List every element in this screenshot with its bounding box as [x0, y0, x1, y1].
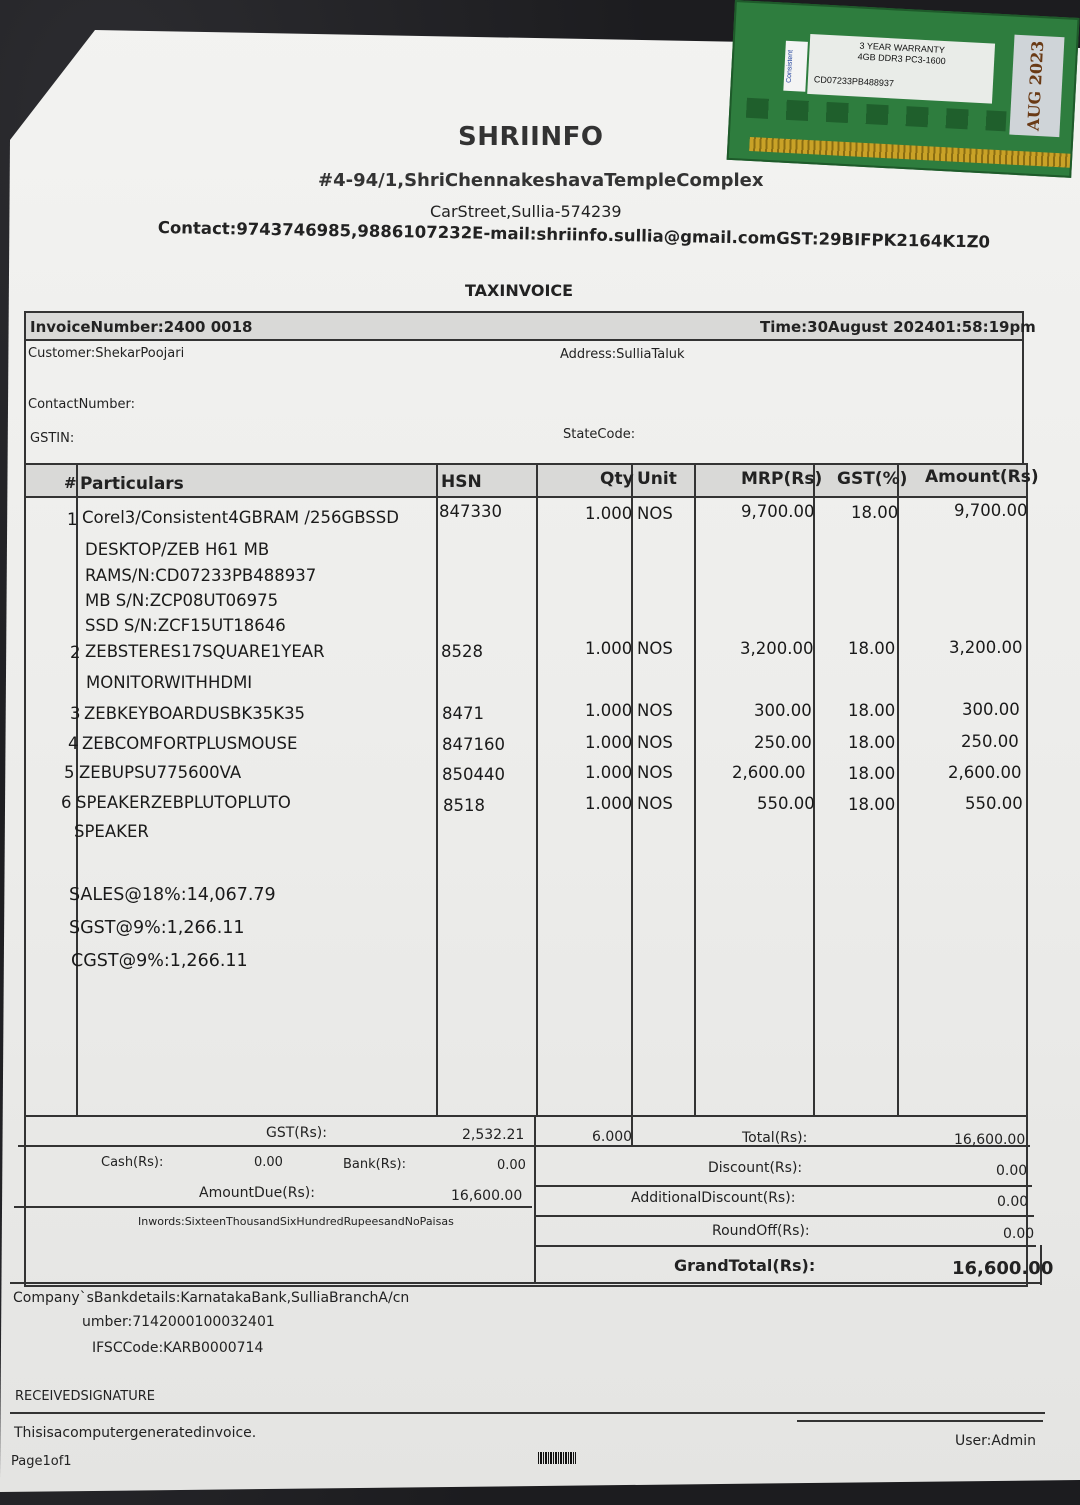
row-5-qty: 1.000	[585, 763, 633, 782]
row-1-particulars: RAMS/N:CD07233PB488937	[85, 566, 317, 585]
ram-brand: Consistent	[783, 41, 808, 92]
row-5-no: 5	[64, 763, 75, 782]
row-6-gst: 18.00	[848, 795, 896, 814]
row-1-particulars: MB S/N:ZCP08UT06975	[85, 591, 279, 610]
col-divider	[76, 465, 78, 1115]
discount-label: Discount(Rs):	[708, 1160, 803, 1176]
col-header-amount: Amount(Rs)	[925, 467, 1039, 487]
amount-in-words: Inwords:SixteenThousandSixHundredRupeesandNoPaisas	[138, 1215, 454, 1228]
row-4-qty: 1.000	[585, 733, 633, 752]
cash-label: Cash(Rs):	[101, 1155, 164, 1170]
totals-divider	[536, 1215, 1034, 1217]
row-3-amount: 300.00	[962, 700, 1020, 719]
row-6-qty: 1.000	[585, 794, 633, 813]
user-name: User:Admin	[955, 1433, 1036, 1449]
row-4-no: 4	[68, 734, 79, 753]
row-5-particulars: ZEBUPSU775600VA	[79, 763, 242, 782]
col-header-mrp: MRP(Rs)	[741, 469, 823, 489]
totals-divider	[18, 1145, 1030, 1147]
page-number: Page1of1	[11, 1454, 72, 1469]
ifsc-code: IFSCCode:KARB0000714	[92, 1340, 264, 1356]
roundoff-label: RoundOff(Rs):	[712, 1223, 810, 1239]
row-6-hsn: 8518	[443, 796, 485, 815]
col-divider	[436, 463, 438, 1117]
received-signature: RECEIVEDSIGNATURE	[15, 1389, 155, 1404]
row-2-particulars: MONITORWITHHDMI	[86, 673, 253, 692]
grand-total-label: GrandTotal(Rs):	[674, 1256, 816, 1275]
col-divider	[813, 463, 815, 1117]
row-1-unit: NOS	[637, 504, 673, 523]
row-4-amount: 250.00	[961, 732, 1019, 751]
col-header-particulars: Particulars	[80, 474, 184, 494]
company-address-line2: CarStreet,Sullia-574239	[430, 202, 622, 221]
totals-col-divider	[534, 1115, 536, 1283]
col-header-unit: Unit	[637, 469, 677, 489]
footer-divider	[10, 1412, 1045, 1414]
row-4-gst: 18.00	[848, 733, 896, 752]
row-4-mrp: 250.00	[754, 733, 812, 752]
customer-name: Customer:ShekarPoojari	[28, 346, 185, 361]
amount-due-value: 16,600.00	[451, 1188, 523, 1204]
cash-value: 0.00	[254, 1155, 283, 1170]
qty-total: 6.000	[592, 1129, 633, 1145]
row-5-gst: 18.00	[848, 764, 896, 783]
gstin: GSTIN:	[30, 431, 75, 446]
contact-number: ContactNumber:	[28, 397, 135, 412]
row-2-qty: 1.000	[585, 639, 633, 658]
additional-discount-label: AdditionalDiscount(Rs):	[631, 1190, 796, 1206]
company-contact: Contact:9743746985,9886107232E-mail:shriinfo.sullia@gmail.comGST:29BIFPK2164K1Z0	[157, 218, 991, 252]
totals-divider	[14, 1206, 532, 1208]
ram-date-sticker: AUG 2023	[1009, 35, 1064, 137]
state-code: StateCode:	[563, 427, 636, 442]
invoice-time: Time:30August 202401:58:19pm	[760, 318, 1036, 336]
col-divider	[897, 463, 899, 1117]
row-6-no: 6	[61, 793, 72, 812]
row-6-mrp: 550.00	[757, 794, 815, 813]
col-header-gst: GST(%)	[837, 469, 908, 489]
bank-value: 0.00	[497, 1158, 526, 1173]
row-5-mrp: 2,600.00	[732, 763, 806, 782]
ram-spec: 4GB DDR3 PC3-1600	[857, 51, 946, 67]
col-divider	[536, 463, 538, 1117]
row-1-amount: 9,700.00	[954, 501, 1028, 520]
sgst-summary: SGST@9%:1,266.11	[69, 918, 245, 938]
bank-details-line2: umber:7142000100032401	[82, 1314, 275, 1330]
row-2-hsn: 8528	[441, 642, 483, 661]
bank-label: Bank(Rs):	[343, 1157, 406, 1172]
cgst-summary: CGST@9%:1,266.11	[71, 951, 248, 971]
sales-tax-summary: SALES@18%:14,067.79	[69, 885, 276, 905]
row-6-particulars: SPEAKERZEBPLUTOPLUTO	[76, 793, 291, 812]
ram-code: CD07233PB488937	[813, 74, 895, 89]
row-1-qty: 1.000	[585, 504, 633, 523]
row-3-particulars: ZEBKEYBOARDUSBK35K35	[84, 704, 306, 723]
gst-total-value: 2,532.21	[462, 1127, 525, 1143]
col-divider	[694, 463, 696, 1117]
totals-divider	[24, 1115, 1028, 1117]
row-5-amount: 2,600.00	[948, 763, 1022, 782]
document-title: TAXINVOICE	[465, 281, 574, 300]
row-5-unit: NOS	[637, 763, 673, 782]
row-5-hsn: 850440	[442, 765, 505, 784]
row-4-unit: NOS	[637, 733, 673, 752]
row-2-amount: 3,200.00	[949, 638, 1023, 657]
col-divider	[631, 463, 633, 1117]
bank-details-line1: Company`sBankdetails:KarnatakaBank,SulliaBranchA/cn	[13, 1290, 410, 1306]
divider	[24, 339, 1024, 341]
row-3-hsn: 8471	[442, 704, 484, 723]
row-6-particulars: SPEAKER	[74, 822, 149, 841]
row-1-particulars: Corel3/Consistent4GBRAM /256GBSSD	[82, 508, 399, 527]
col-header-no: #	[64, 474, 77, 492]
company-address-line1: #4-94/1,ShriChennakeshavaTempleComplex	[318, 170, 764, 191]
col-header-qty: Qty	[600, 469, 634, 489]
table-header-divider	[24, 496, 1028, 498]
row-1-gst: 18.00	[851, 503, 899, 522]
row-4-hsn: 847160	[442, 735, 505, 754]
row-1-particulars: SSD S/N:ZCF15UT18646	[85, 616, 286, 635]
roundoff-value: 0.00	[1003, 1226, 1035, 1242]
signature-line	[797, 1420, 1043, 1422]
row-2-no: 2	[70, 643, 81, 662]
row-2-particulars: ZEBSTERES17SQUARE1YEAR	[85, 642, 325, 661]
discount-value: 0.00	[996, 1163, 1028, 1179]
total-value: 16,600.00	[954, 1132, 1026, 1148]
row-4-particulars: ZEBCOMFORTPLUSMOUSE	[82, 734, 298, 753]
totals-divider	[536, 1185, 1032, 1187]
row-3-qty: 1.000	[585, 701, 633, 720]
totals-bottom-border	[10, 1282, 1042, 1284]
totals-divider	[536, 1245, 1036, 1247]
row-6-amount: 550.00	[965, 794, 1023, 813]
row-2-gst: 18.00	[848, 639, 896, 658]
row-6-unit: NOS	[637, 794, 673, 813]
row-3-no: 3	[70, 704, 81, 723]
row-2-mrp: 3,200.00	[740, 639, 814, 658]
row-3-unit: NOS	[637, 701, 673, 720]
additional-discount-value: 0.00	[997, 1194, 1029, 1210]
row-1-particulars: DESKTOP/ZEB H61 MB	[85, 540, 270, 559]
gst-total-label: GST(Rs):	[266, 1125, 327, 1141]
total-label: Total(Rs):	[742, 1130, 808, 1146]
ram-warranty: 3 YEAR WARRANTY	[859, 40, 946, 56]
row-2-unit: NOS	[637, 639, 673, 658]
col-header-hsn: HSN	[441, 472, 482, 492]
row-1-no: 1	[67, 510, 78, 529]
barcode-icon	[538, 1452, 576, 1464]
grand-total-value: 16,600.00	[952, 1258, 1054, 1279]
row-3-mrp: 300.00	[754, 701, 812, 720]
company-name: SHRIINFO	[458, 122, 604, 152]
computer-generated-note: Thisisacomputergeneratedinvoice.	[14, 1425, 257, 1441]
row-3-gst: 18.00	[848, 701, 896, 720]
row-1-hsn: 847330	[439, 502, 502, 521]
amount-due-label: AmountDue(Rs):	[199, 1185, 315, 1201]
invoice-number: InvoiceNumber:2400 0018	[30, 318, 253, 336]
row-1-mrp: 9,700.00	[741, 502, 815, 521]
customer-address: Address:SulliaTaluk	[560, 347, 685, 362]
items-table	[24, 463, 1028, 1287]
